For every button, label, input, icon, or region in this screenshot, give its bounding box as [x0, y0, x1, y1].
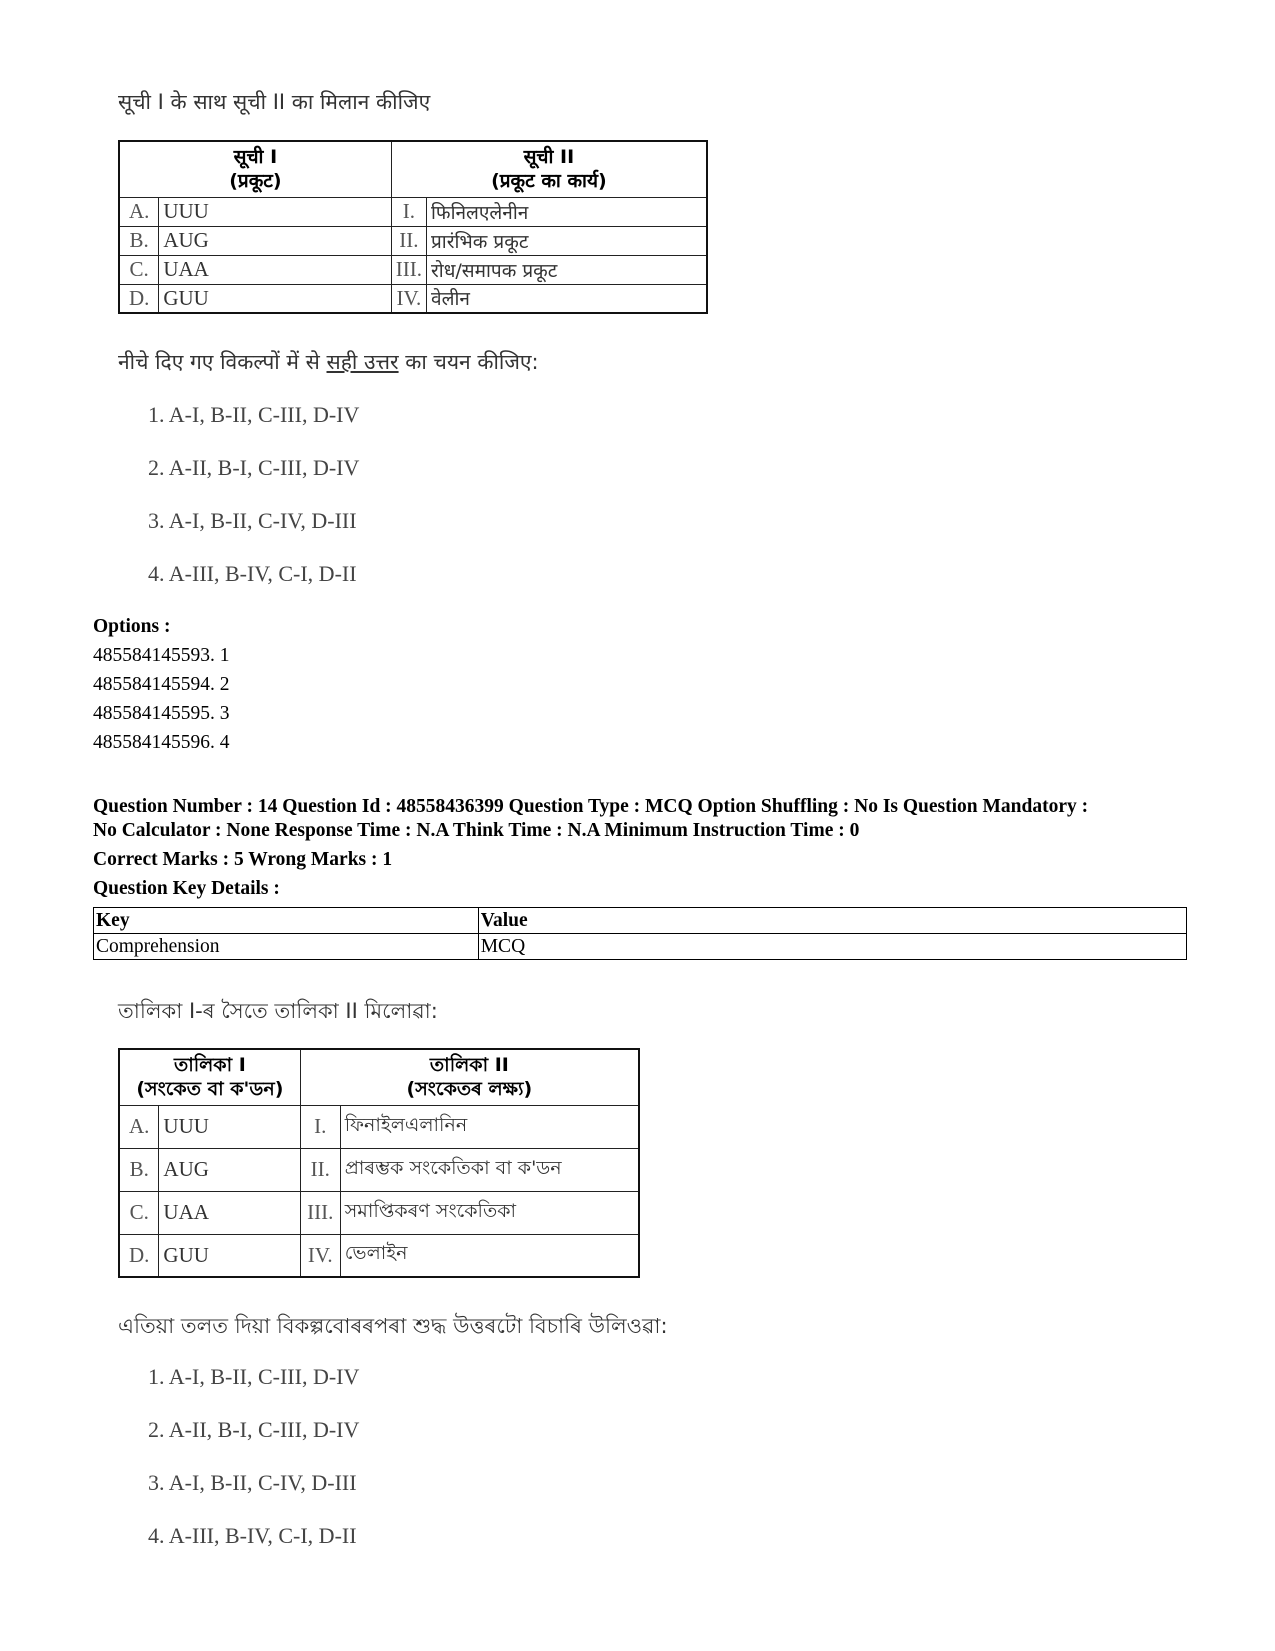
function-cell: फिनिलएलेनीन	[427, 197, 708, 226]
codon-cell: GUU	[159, 284, 391, 313]
q13-choice-3: 3. A-I, B-II, C-IV, D-III	[148, 508, 357, 533]
option-item: 485584145595. 3	[93, 703, 230, 724]
q14-meta-line1: Question Number : 14 Question Id : 48558436399 Question Type : MCQ Option Shuffling : No Is Question Mandatory :	[93, 796, 1089, 817]
q14-col2-header	[300, 1049, 639, 1105]
row-letter: B.	[119, 226, 159, 255]
row-numeral: II.	[300, 1148, 340, 1191]
codon-cell: UAA	[159, 255, 391, 284]
q14-col2-header-title: তালিকা II	[429, 1054, 509, 1077]
row-letter: D.	[119, 284, 159, 313]
function-cell: वेलीन	[427, 284, 708, 313]
options-heading: Options :	[93, 616, 171, 637]
row-letter: A.	[119, 197, 159, 226]
q13-instruction	[118, 348, 539, 376]
table-row	[119, 226, 707, 255]
codon-cell: AUG	[159, 1148, 300, 1191]
option-item: 485584145593. 1	[93, 645, 230, 666]
q13-match-table	[118, 140, 708, 314]
option-item: 485584145594. 2	[93, 674, 230, 695]
table-row	[94, 934, 1187, 960]
value-cell: MCQ	[478, 934, 1186, 960]
table-row	[119, 1105, 639, 1148]
key-table-header	[94, 908, 1187, 934]
q13-col1-header-sub: (प्रकूट)	[229, 170, 282, 193]
function-cell: প্ৰাৰম্ভক সংকেতিকা বা ক'ডন	[340, 1148, 639, 1191]
function-cell: ভেলাইন	[340, 1234, 639, 1277]
q14-col2-header-sub: (সংকেতৰ লক্ষ্য)	[406, 1078, 533, 1101]
q14-key-table	[93, 907, 1187, 960]
value-header-cell: Value	[478, 908, 1186, 934]
q14-marks: Correct Marks : 5 Wrong Marks : 1	[93, 849, 393, 870]
row-numeral: I.	[300, 1105, 340, 1148]
q13-instruction-post: का चयन कीजिए:	[398, 350, 539, 374]
table-row	[119, 1191, 639, 1234]
q14-key-heading: Question Key Details :	[93, 878, 280, 899]
q13-col2-header-sub: (प्रकूट का कार्य)	[491, 170, 607, 193]
q14-match-table	[118, 1048, 640, 1278]
function-cell: ফিনাইলএলানিন	[340, 1105, 639, 1148]
q14-col1-header	[119, 1049, 300, 1105]
row-numeral: IV.	[300, 1234, 340, 1277]
q14-choice-1: 1. A-I, B-II, C-III, D-IV	[148, 1364, 360, 1389]
row-letter: C.	[119, 255, 159, 284]
q14-instruction: এতিয়া তলত দিয়া বিকল্পবোৰৰপৰা শুদ্ধ উত্তৰটো বিচাৰি উলিওৱা:	[118, 1314, 668, 1338]
q13-col2-header-title: सूची II	[523, 146, 575, 169]
q14-choice-2: 2. A-II, B-I, C-III, D-IV	[148, 1417, 360, 1442]
q14-col1-header-title: তালিকা I	[173, 1054, 246, 1077]
row-letter: B.	[119, 1148, 159, 1191]
q13-instruction-pre: नीचे दिए गए विकल्पों में से	[118, 350, 327, 374]
row-numeral: IV.	[391, 284, 426, 313]
row-numeral: II.	[391, 226, 426, 255]
row-numeral: III.	[391, 255, 426, 284]
q14-prompt: তালিকা I-ৰ সৈতে তালিকা II মিলোৱা:	[118, 999, 438, 1023]
q14-col1-header-sub: (সংকেত বা ক'ডন)	[136, 1078, 284, 1101]
codon-cell: AUG	[159, 226, 391, 255]
function-cell: प्रारंभिक प्रकूट	[427, 226, 708, 255]
q14-table-header	[119, 1049, 639, 1105]
key-header-cell: Key	[94, 908, 479, 934]
q14-meta-line2: No Calculator : None Response Time : N.A Think Time : N.A Minimum Instruction Time : 0	[93, 820, 860, 841]
codon-cell: UAA	[159, 1191, 300, 1234]
q13-instruction-underlined: सही उत्तर	[326, 350, 399, 374]
codon-cell: GUU	[159, 1234, 300, 1277]
table-row	[119, 1234, 639, 1277]
row-letter: A.	[119, 1105, 159, 1148]
q14-choice-4: 4. A-III, B-IV, C-I, D-II	[148, 1523, 357, 1548]
option-item: 485584145596. 4	[93, 732, 230, 753]
row-numeral: I.	[391, 197, 426, 226]
codon-cell: UUU	[159, 1105, 300, 1148]
row-numeral: III.	[300, 1191, 340, 1234]
row-letter: C.	[119, 1191, 159, 1234]
q13-table-header	[119, 141, 707, 197]
q13-choice-2: 2. A-II, B-I, C-III, D-IV	[148, 455, 360, 480]
function-cell: সমাপ্তিকৰণ সংকেতিকা	[340, 1191, 639, 1234]
q13-col1-header	[119, 141, 391, 197]
key-cell: Comprehension	[94, 934, 479, 960]
table-row	[119, 197, 707, 226]
q13-prompt: सूची I के साथ सूची II का मिलान कीजिए	[118, 90, 431, 114]
table-row	[119, 255, 707, 284]
q13-choice-4: 4. A-III, B-IV, C-I, D-II	[148, 561, 357, 586]
row-letter: D.	[119, 1234, 159, 1277]
q14-choice-3: 3. A-I, B-II, C-IV, D-III	[148, 1470, 357, 1495]
table-row	[119, 1148, 639, 1191]
table-row	[119, 284, 707, 313]
codon-cell: UUU	[159, 197, 391, 226]
q13-col2-header	[391, 141, 707, 197]
q13-col1-header-title: सूची I	[233, 146, 278, 169]
function-cell: रोध/समापक प्रकूट	[427, 255, 708, 284]
q13-choice-1: 1. A-I, B-II, C-III, D-IV	[148, 402, 360, 427]
